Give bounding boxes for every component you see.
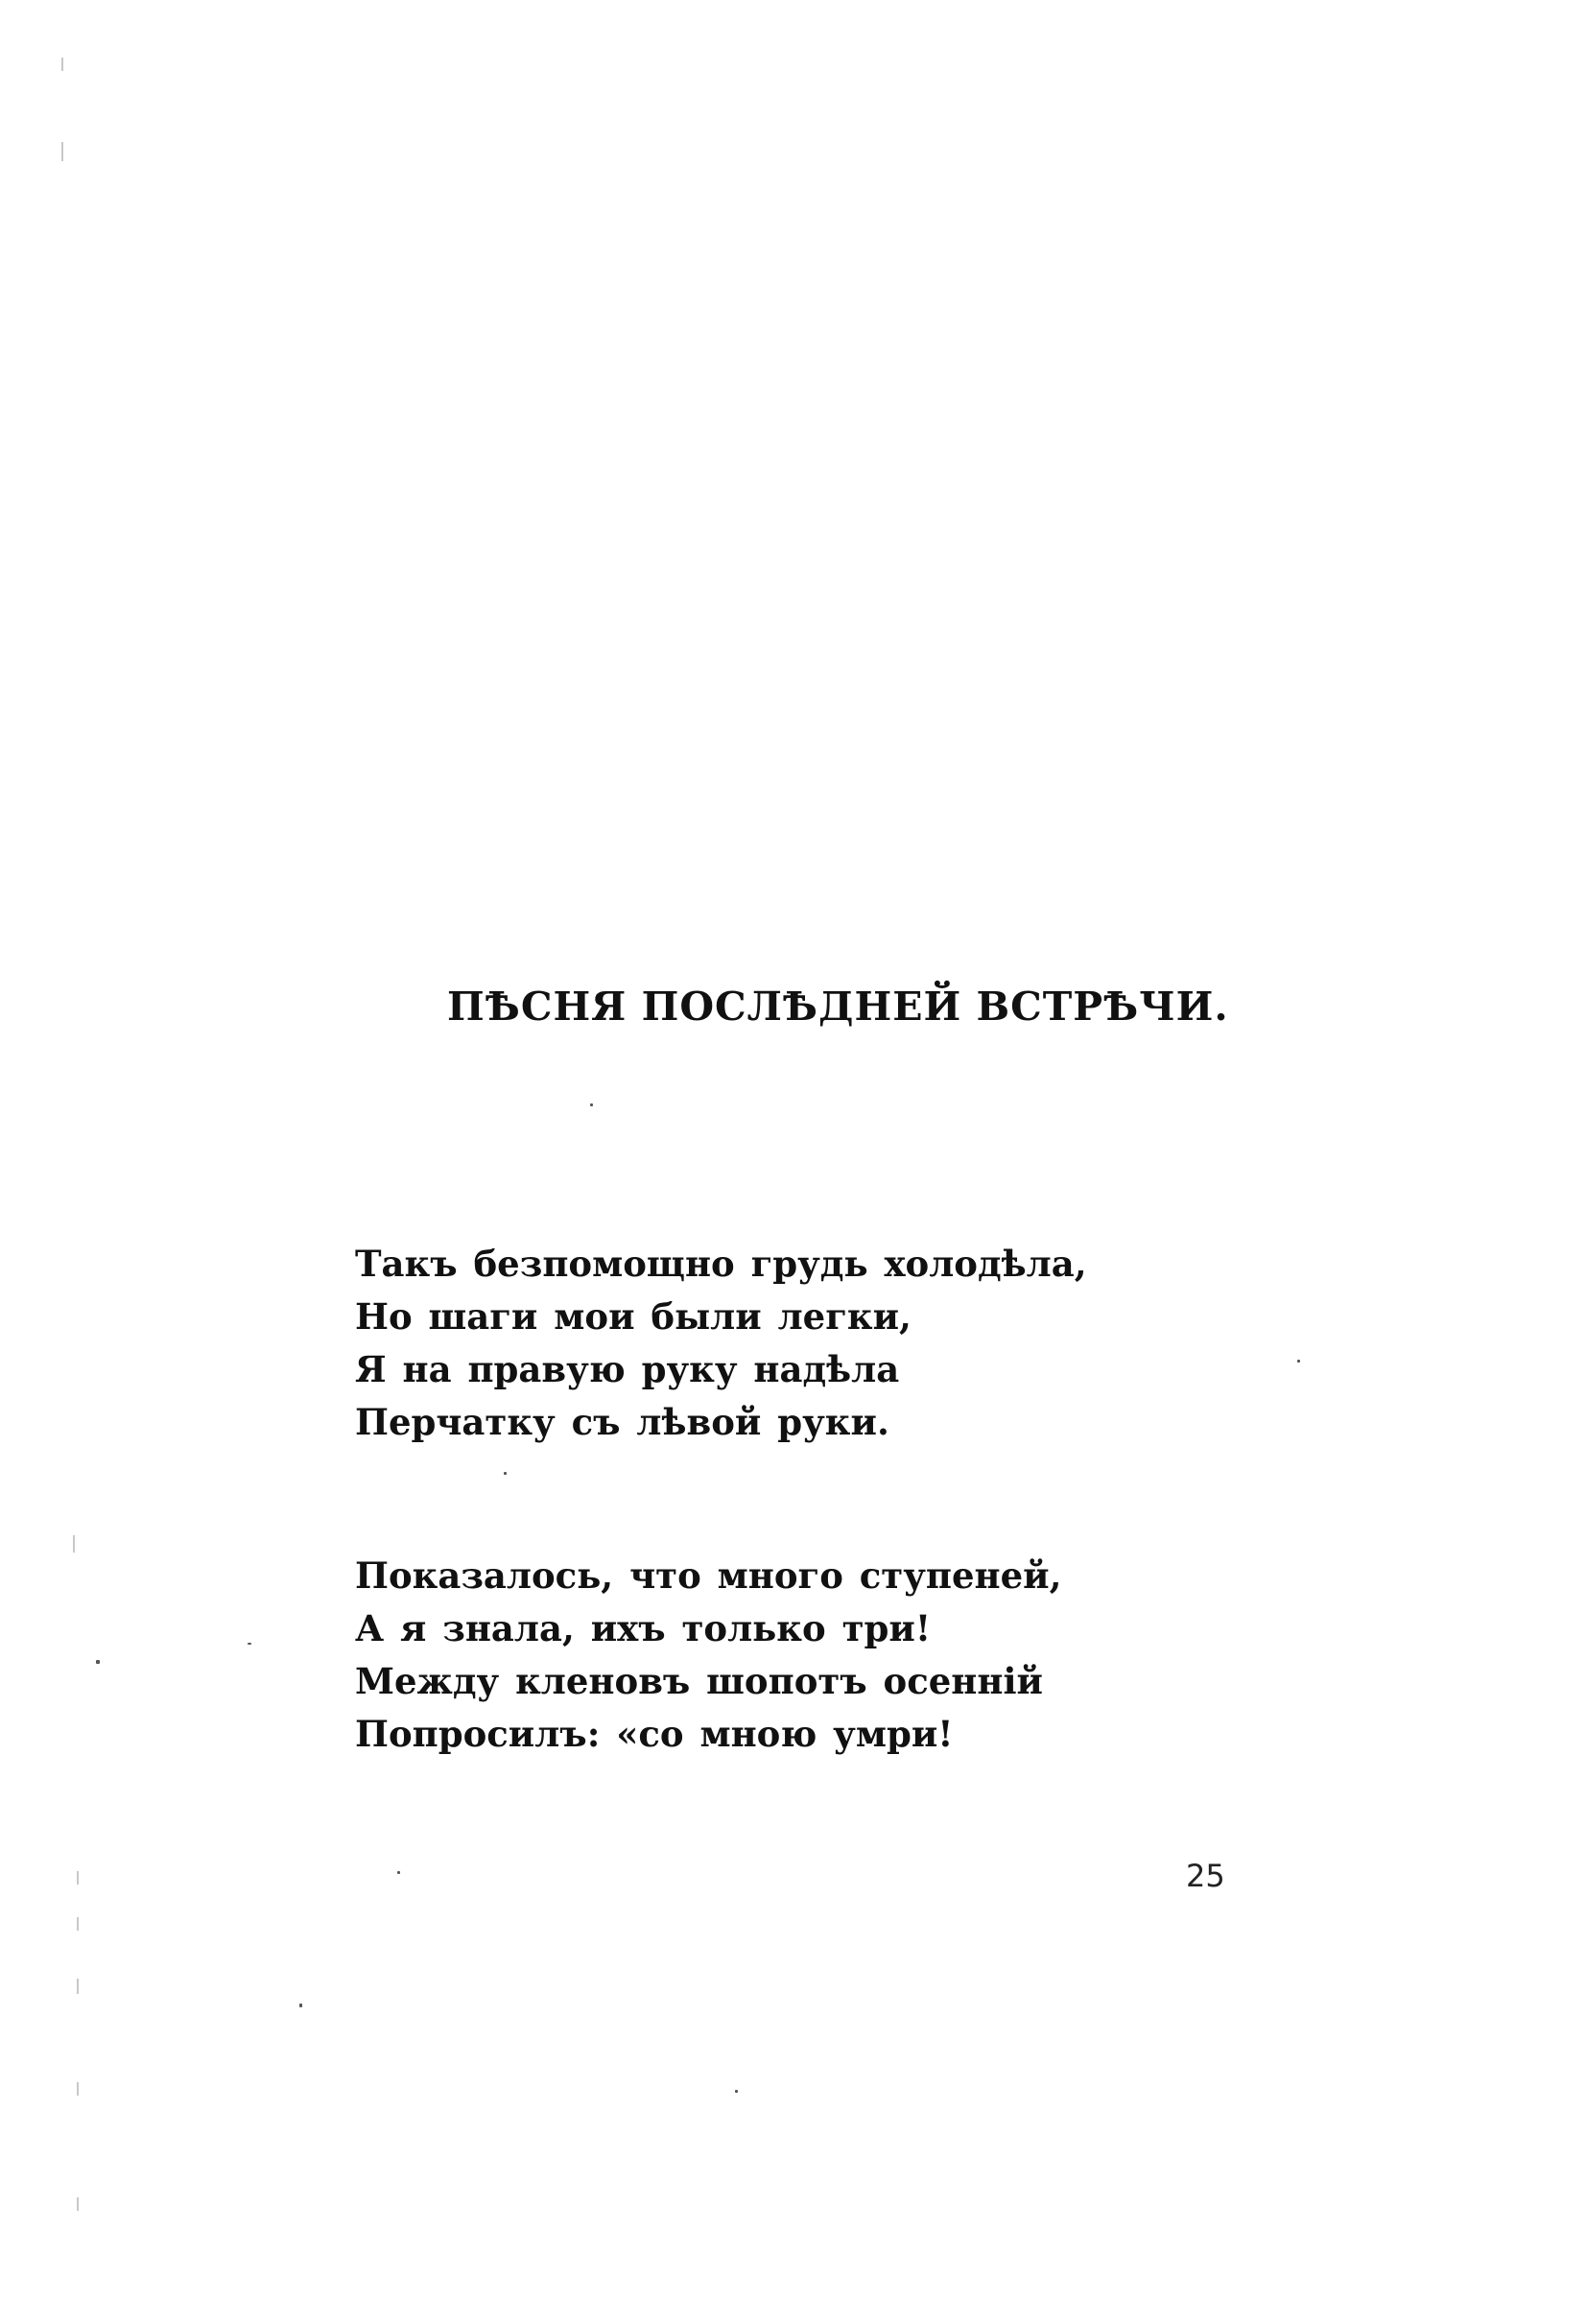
scan-edge-mark (77, 1979, 79, 1994)
scan-edge-mark (77, 1917, 79, 1931)
scan-edge-mark (61, 142, 63, 161)
scan-edge-mark (77, 2082, 79, 2096)
scan-edge-mark (77, 2197, 79, 2211)
print-speck (504, 1472, 507, 1475)
verse-line: Показалось, что много ступеней, (355, 1554, 1062, 1597)
page-number: 25 (1186, 1858, 1225, 1894)
scan-edge-mark (61, 58, 63, 71)
print-speck (299, 2004, 302, 2007)
poem-title: ПѢСНЯ ПОСЛѢДНЕЙ ВСТРѢЧИ. (447, 984, 1229, 1030)
print-speck (397, 1871, 400, 1874)
stanza-2 (355, 1550, 1084, 1761)
verse-line: Между кленовъ шопотъ осенній (355, 1660, 1043, 1702)
print-speck (96, 1660, 100, 1664)
stanza-1 (355, 1238, 1087, 1449)
verse-line: А я знала, ихъ только три! (355, 1607, 932, 1649)
verse-line: Такъ безпомощно грудь холодѣла, (355, 1243, 1087, 1285)
print-speck (1297, 1360, 1300, 1363)
print-speck (248, 1643, 251, 1645)
scan-edge-mark (77, 1871, 79, 1885)
verse-line: Попросилъ: «со мною умри! (355, 1713, 954, 1755)
print-speck (590, 1103, 593, 1106)
scan-edge-mark (73, 1535, 75, 1553)
verse-line: Но шаги мои были легки, (355, 1295, 912, 1338)
print-speck (735, 2090, 738, 2093)
verse-line: Перчатку съ лѣвой руки. (355, 1401, 889, 1443)
verse-line: Я на правую руку надѣла (355, 1348, 900, 1390)
